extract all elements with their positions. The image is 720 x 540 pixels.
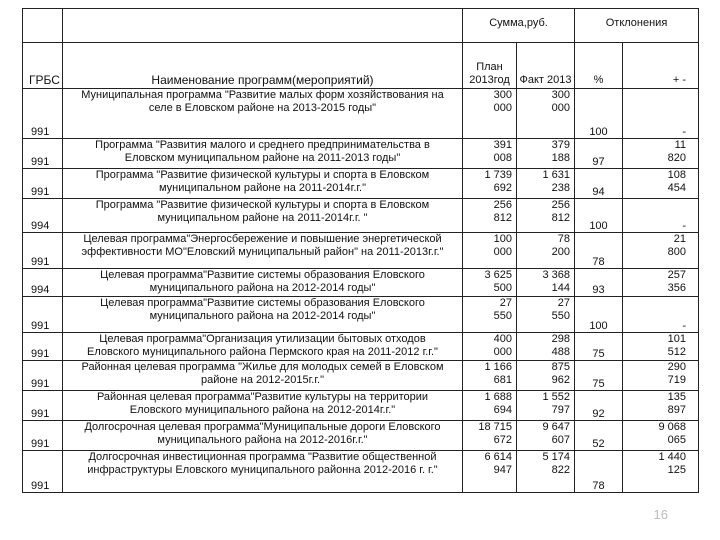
name-header: Наименование программ(мероприятий): [63, 43, 463, 89]
plan-cell: 1 739 692: [463, 169, 517, 199]
deviation-cell: 290 719: [623, 361, 699, 391]
program-name-cell: Долгосрочная целевая программа"Муниципальные дороги Еловского муниципального района на 2012-2016г.г.": [63, 421, 463, 451]
fact-cell: 5 174 822: [517, 451, 575, 493]
program-name-cell: Муниципальная программа "Развитие малых форм хозяйствования на селе в Еловском районе на 2013-2015 годы": [63, 89, 463, 139]
table-row: [23, 139, 699, 169]
deviation-cell: -: [623, 89, 699, 139]
deviation-cell: 1 440 125: [623, 451, 699, 493]
table-row: [23, 233, 699, 269]
percent-cell: 52: [575, 421, 623, 451]
deviation-cell: 257 356: [623, 269, 699, 297]
deviation-cell: -: [623, 199, 699, 233]
deviation-cell: -: [623, 297, 699, 333]
grbs-cell: 991: [23, 233, 63, 269]
percent-cell: 75: [575, 361, 623, 391]
fact-cell: 27 550: [517, 297, 575, 333]
plan-cell: 300 000: [463, 89, 517, 139]
plan-cell: 1 166 681: [463, 361, 517, 391]
table-row: [23, 199, 699, 233]
program-name-cell: Целевая программа"Организация утилизации бытовых отходов Еловского муниципального района Пермского края на 2011-2012 г.г.": [63, 333, 463, 361]
fact-cell: 78 200: [517, 233, 575, 269]
plan-header: План 2013год: [463, 43, 517, 89]
deviation-cell: 108 454: [623, 169, 699, 199]
plan-cell: 1 688 694: [463, 391, 517, 421]
plan-cell: 6 614 947: [463, 451, 517, 493]
table-row: [23, 361, 699, 391]
program-name-cell: Районная целевая программа"Развитие культуры на территории Еловского муниципального района на 2012-2014г.г.": [63, 391, 463, 421]
deviations-header: Отклонения: [575, 9, 699, 43]
program-name-cell: Целевая программа"Развитие системы образования Еловского муниципального района на 2012-2014 годы": [63, 269, 463, 297]
grbs-header: ГРБС: [23, 43, 63, 89]
deviation-cell: 101 512: [623, 333, 699, 361]
fact-cell: 1 631 238: [517, 169, 575, 199]
table-row: [23, 451, 699, 493]
fact-cell: 300 000: [517, 89, 575, 139]
grbs-cell: 991: [23, 297, 63, 333]
deviation-cell: 21 800: [623, 233, 699, 269]
grbs-cell: 991: [23, 391, 63, 421]
grbs-cell: 991: [23, 361, 63, 391]
grbs-cell: 991: [23, 333, 63, 361]
program-name-cell: Долгосрочная инвестиционная программа "Развитие общественной инфраструктуры Еловского муниципального районна 2012-2016 г. г.": [63, 451, 463, 493]
summa-header: Сумма,руб.: [463, 9, 575, 43]
fact-cell: 256 812: [517, 199, 575, 233]
header-row-top: [23, 9, 699, 43]
percent-cell: 78: [575, 233, 623, 269]
fact-cell: 875 962: [517, 361, 575, 391]
percent-cell: 100: [575, 199, 623, 233]
program-name-cell: Программа "Развития малого и среднего предпринимательства в Еловском муниципальном районе на 2011-2013 годы": [63, 139, 463, 169]
plan-cell: 27 550: [463, 297, 517, 333]
grbs-cell: 991: [23, 89, 63, 139]
header-row-bottom: [23, 43, 699, 89]
fact-cell: 379 188: [517, 139, 575, 169]
program-name-cell: Районная целевая программа "Жилье для молодых семей в Еловском районе на 2012-2015г.г.": [63, 361, 463, 391]
page-number: 16: [653, 507, 668, 522]
program-name-cell: Программа "Развитие физической культуры и спорта в Еловском муниципальном районе на 2011-2014г.г. ": [63, 199, 463, 233]
percent-cell: 97: [575, 139, 623, 169]
table-row: [23, 297, 699, 333]
table-row: [23, 421, 699, 451]
percent-cell: 75: [575, 333, 623, 361]
plan-cell: 391 008: [463, 139, 517, 169]
table-row: [23, 89, 699, 139]
percent-cell: 92: [575, 391, 623, 421]
fact-cell: 3 368 144: [517, 269, 575, 297]
fact-cell: 9 647 607: [517, 421, 575, 451]
plan-cell: 256 812: [463, 199, 517, 233]
percent-header: %: [575, 43, 623, 89]
deviation-cell: 135 897: [623, 391, 699, 421]
deviation-cell: 9 068 065: [623, 421, 699, 451]
program-name-cell: Целевая программа"Энергосбережение и повышение энергетической эффективности МО"Еловский муниципальный район" на 2011-2013г.г.": [63, 233, 463, 269]
grbs-cell: 994: [23, 199, 63, 233]
percent-cell: 78: [575, 451, 623, 493]
deviation-cell: 11 820: [623, 139, 699, 169]
table-row: [23, 333, 699, 361]
grbs-cell: 991: [23, 169, 63, 199]
program-name-cell: Программа "Развитие физической культуры и спорта в Еловском муниципальном районе на 2011-2014г.г.": [63, 169, 463, 199]
percent-cell: 100: [575, 89, 623, 139]
fact-cell: 298 488: [517, 333, 575, 361]
program-table-sheet: [22, 8, 698, 538]
program-table: [22, 8, 699, 493]
table-row: [23, 391, 699, 421]
grbs-cell: 994: [23, 269, 63, 297]
plan-cell: 3 625 500: [463, 269, 517, 297]
plan-cell: 100 000: [463, 233, 517, 269]
fact-cell: 1 552 797: [517, 391, 575, 421]
percent-cell: 100: [575, 297, 623, 333]
percent-cell: 93: [575, 269, 623, 297]
grbs-cell: 991: [23, 421, 63, 451]
table-row: [23, 169, 699, 199]
plan-cell: 18 715 672: [463, 421, 517, 451]
plan-cell: 400 000: [463, 333, 517, 361]
percent-cell: 94: [575, 169, 623, 199]
program-name-cell: Целевая программа"Развитие системы образования Еловского муниципального района на 2012-2014 годы": [63, 297, 463, 333]
fact-header: Факт 2013: [517, 43, 575, 89]
grbs-cell: 991: [23, 139, 63, 169]
grbs-cell: 991: [23, 451, 63, 493]
plus-minus-header: + -: [623, 43, 699, 89]
table-row: [23, 269, 699, 297]
